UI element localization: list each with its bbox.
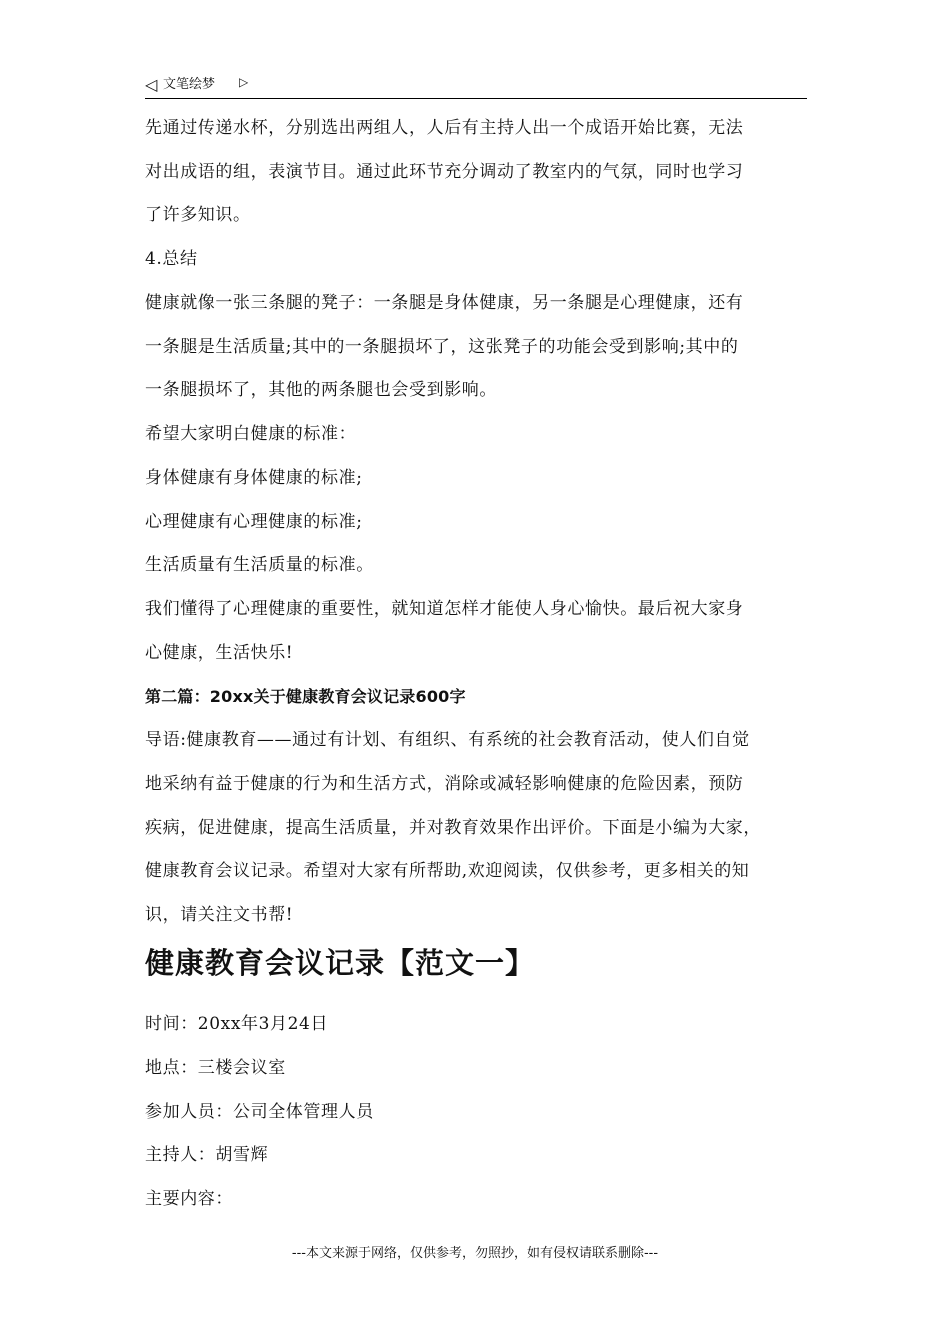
section-number-heading: 4.总结: [145, 249, 198, 269]
intro-line: 导语:健康教育——通过有计划、有组织、有系统的社会教育活动，使人们自觉: [145, 730, 750, 750]
meta-host: 主持人：胡雪辉: [145, 1145, 269, 1165]
brand-name: 文笔绘梦: [163, 77, 216, 92]
intro-line: 地采纳有益于健康的行为和生活方式，消除或减轻影响健康的危险因素，预防: [145, 774, 744, 794]
right-triangle-icon: ▷: [239, 75, 249, 89]
body-line: 希望大家明白健康的标准：: [145, 424, 357, 444]
section-title: 第二篇：20xx关于健康教育会议记录600字: [145, 687, 466, 706]
body-line: 了许多知识。: [145, 205, 251, 225]
body-line: 生活质量有生活质量的标准。: [145, 555, 374, 575]
document-heading: 健康教育会议记录【范文一】: [145, 946, 536, 980]
meta-attendees: 参加人员：公司全体管理人员: [145, 1102, 374, 1122]
intro-line: 健康教育会议记录。希望对大家有所帮助,欢迎阅读，仅供参考，更多相关的知: [145, 861, 750, 881]
meta-time: 时间：20xx年3月24日: [145, 1014, 329, 1034]
meta-content-label: 主要内容：: [145, 1189, 233, 1209]
body-line: 我们懂得了心理健康的重要性，就知道怎样才能使人身心愉快。最后祝大家身: [145, 599, 744, 619]
body-line: 身体健康有身体健康的标准;: [145, 468, 363, 488]
body-line: 心理健康有心理健康的标准;: [145, 512, 363, 532]
body-line: 一条腿损坏了，其他的两条腿也会受到影响。: [145, 380, 497, 400]
body-line: 一条腿是生活质量;其中的一条腿损坏了，这张凳子的功能会受到影响;其中的: [145, 337, 739, 357]
intro-line: 疾病，促进健康，提高生活质量，并对教育效果作出评价。下面是小编为大家，: [145, 818, 761, 838]
page-header: [145, 72, 807, 99]
body-line: 对出成语的组，表演节目。通过此环节充分调动了教室内的气氛，同时也学习: [145, 162, 744, 182]
footer-disclaimer: ---本文来源于网络，仅供参考，勿照抄，如有侵权请联系删除---: [291, 1246, 659, 1261]
body-line: 健康就像一张三条腿的凳子：一条腿是身体健康，另一条腿是心理健康，还有: [145, 293, 744, 313]
body-line: 心健康，生活快乐!: [145, 643, 294, 663]
intro-line: 识，请关注文书帮!: [145, 905, 294, 925]
meta-location: 地点：三楼会议室: [145, 1058, 286, 1078]
left-triangle-icon: ◁: [145, 75, 158, 94]
body-line: 先通过传递水杯，分别选出两组人，人后有主持人出一个成语开始比赛，无法: [145, 118, 744, 138]
